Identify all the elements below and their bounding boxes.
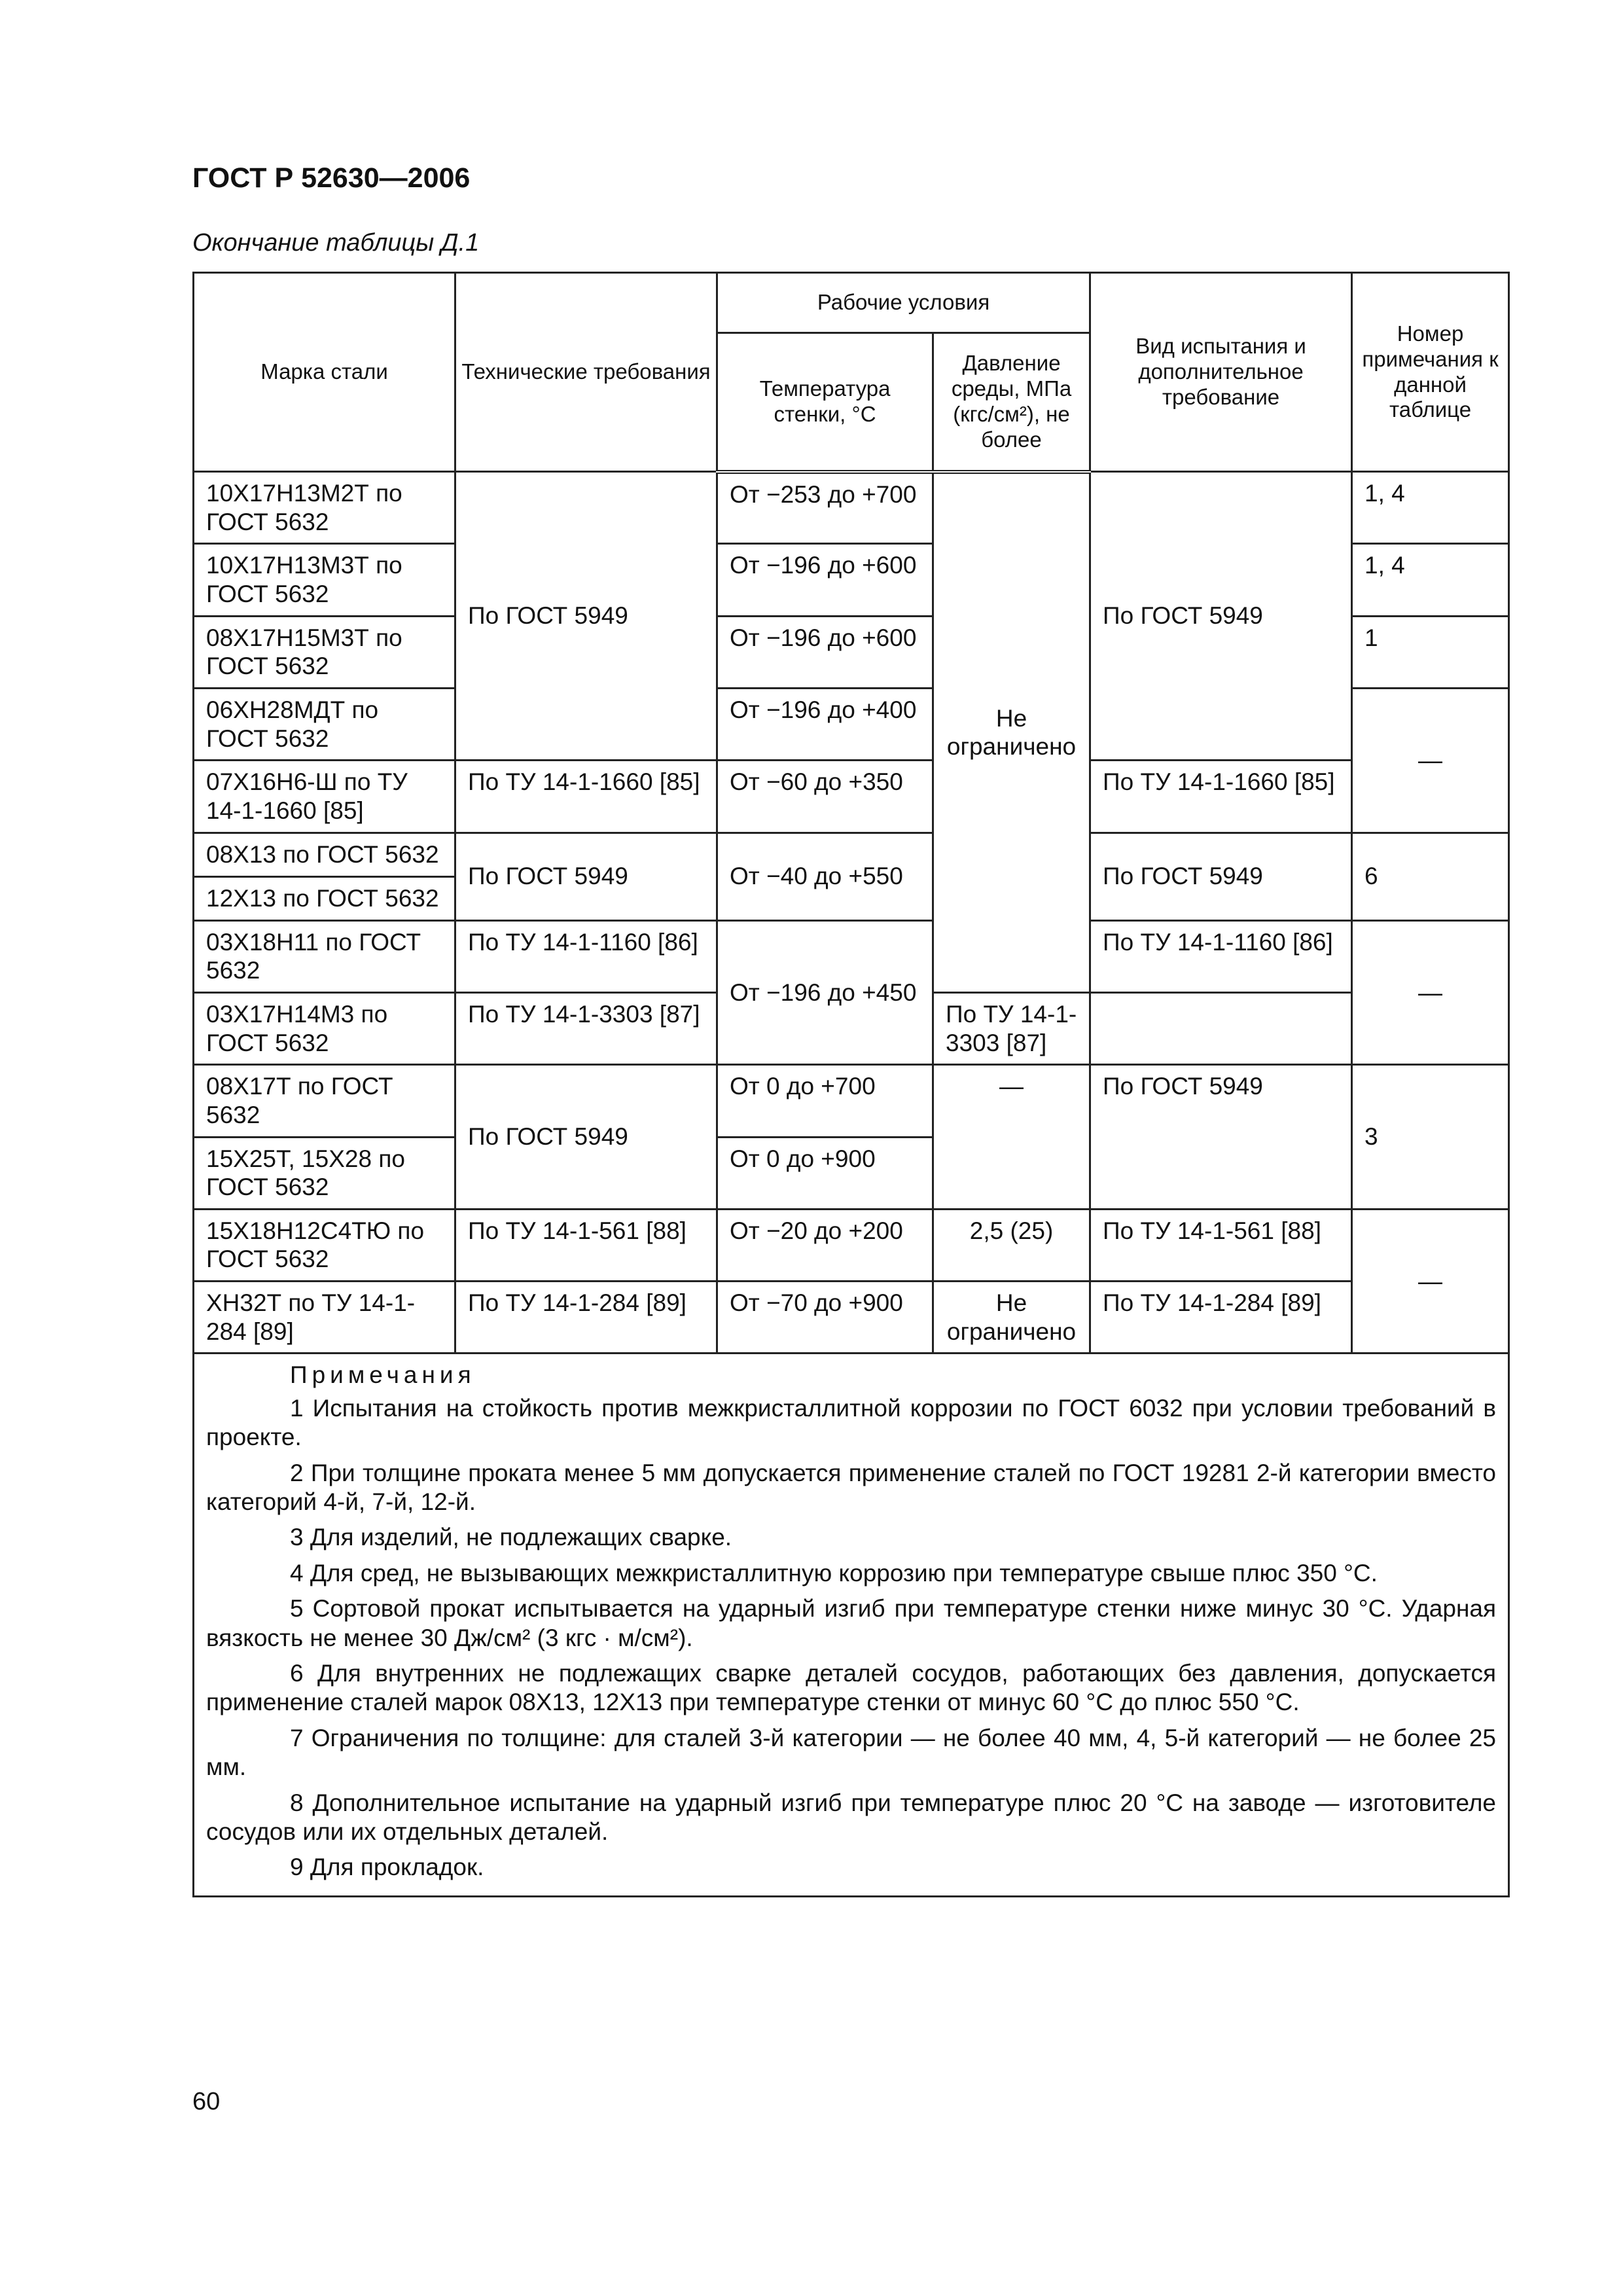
steel-cell: 08Х13 по ГОСТ 5632 — [194, 833, 455, 876]
temp-cell: От −253 до +700 — [717, 472, 933, 544]
note-item: 3 Для изделий, не подлежащих сварке. — [290, 1524, 732, 1551]
steel-cell: 07Х16Н6-Ш по ТУ 14-1-1660 [85] — [194, 761, 455, 833]
steel-cell: 03Х18Н11 по ГОСТ 5632 — [194, 920, 455, 992]
note-item: 7 Ограничения по толщине: для сталей 3-й категории — не более 40 мм, 4, 5-й категорий — не более 25 мм. — [206, 1724, 1497, 1781]
note-item: 5 Сортовой прокат испытывается на ударный изгиб при температуре стенки ниже минус 30 °С. Ударная вязкость не менее 30 Дж/см² (3 кгс · м/см²). — [206, 1595, 1497, 1651]
steel-cell: 10Х17Н13М3Т по ГОСТ 5632 — [194, 544, 455, 616]
note-cell: — — [1352, 688, 1509, 833]
steel-cell: 15Х25Т, 15Х28 по ГОСТ 5632 — [194, 1137, 455, 1209]
pressure-cell: Не ограничено — [933, 1282, 1090, 1354]
table-row — [194, 833, 1509, 876]
steel-cell: 10Х17Н13М2Т по ГОСТ 5632 — [194, 472, 455, 544]
steel-cell: 03Х17Н14М3 по ГОСТ 5632 — [194, 992, 455, 1064]
note-cell: 6 — [1352, 833, 1509, 920]
notes-block — [194, 1354, 1509, 1896]
table-row — [194, 761, 1509, 833]
temp-cell: От −196 до +600 — [717, 616, 933, 688]
test-cell: По ТУ 14-1-1660 [85] — [1090, 761, 1352, 833]
test-cell: По ТУ 14-1-1160 [86] — [1090, 920, 1352, 992]
table-caption: Окончание таблицы Д.1 — [192, 229, 480, 257]
temp-cell: От −20 до +200 — [717, 1209, 933, 1281]
note-item: 4 Для сред, не вызывающих межкристаллитную коррозию при температуре свыше плюс 350 °С. — [290, 1559, 1378, 1587]
pressure-cell: Не ограничено — [933, 472, 1090, 993]
table-row — [194, 472, 1509, 544]
steel-cell: 08Х17Т по ГОСТ 5632 — [194, 1065, 455, 1137]
table-row — [194, 1282, 1509, 1354]
tech-cell: По ГОСТ 5949 — [455, 833, 717, 920]
document-header: ГОСТ Р 52630—2006 — [192, 162, 471, 194]
note-item: 9 Для прокладок. — [290, 1854, 484, 1881]
header-tech: Технические требования — [455, 273, 717, 472]
test-cell: По ТУ 14-1-561 [88] — [1090, 1209, 1352, 1281]
steel-cell: 12Х13 по ГОСТ 5632 — [194, 876, 455, 920]
test-cell: По ГОСТ 5949 — [1090, 1065, 1352, 1210]
temp-cell: От −60 до +350 — [717, 761, 933, 833]
note-item: 6 Для внутренних не подлежащих сварке деталей сосудов, работающих без давления, допускается применение сталей марок 08Х13, 12Х13 при температуре стенки от минус 60 °С до плюс 550 °С. — [206, 1659, 1497, 1716]
temp-cell: От −40 до +550 — [717, 833, 933, 920]
notes-title: Примечания — [290, 1361, 476, 1389]
pressure-cell: 2,5 (25) — [933, 1209, 1090, 1281]
steel-cell: 08Х17Н15М3Т по ГОСТ 5632 — [194, 616, 455, 688]
header-test: Вид испытания и дополнительное требование — [1090, 273, 1352, 472]
temp-cell: От −196 до +600 — [717, 544, 933, 616]
temp-cell: От −196 до +450 — [717, 920, 933, 1065]
tech-cell: По ТУ 14-1-561 [88] — [455, 1209, 717, 1281]
note-item: 8 Дополнительное испытание на ударный изгиб при температуре плюс 20 °С на заводе — изготовителе сосудов или их отдельных деталей. — [206, 1789, 1497, 1845]
table-row — [194, 1065, 1509, 1137]
tech-cell: По ТУ 14-1-284 [89] — [455, 1282, 717, 1354]
note-cell: 1, 4 — [1352, 544, 1509, 616]
table-row — [194, 920, 1509, 992]
tech-cell: По ГОСТ 5949 — [455, 1065, 717, 1210]
header-steel: Марка стали — [194, 273, 455, 472]
steel-cell: 06ХН28МДТ по ГОСТ 5632 — [194, 688, 455, 760]
note-cell: 1, 4 — [1352, 472, 1509, 544]
tech-cell: По ГОСТ 5949 — [455, 472, 717, 761]
note-cell: 3 — [1352, 1065, 1509, 1210]
note-cell: — — [1352, 1209, 1509, 1354]
test-cell: По ТУ 14-1-284 [89] — [1090, 1282, 1352, 1354]
table-row — [194, 1209, 1509, 1281]
page-number: 60 — [192, 2088, 221, 2115]
note-cell: — — [1352, 920, 1509, 1065]
note-item: 1 Испытания на стойкость против межкристаллитной коррозии по ГОСТ 6032 при условии требований в проекте. — [206, 1394, 1497, 1451]
header-work: Рабочие условия — [717, 273, 1090, 333]
tech-cell: По ТУ 14-1-1160 [86] — [455, 920, 717, 992]
temp-cell: От 0 до +700 — [717, 1065, 933, 1137]
header-temp: Температура стенки, °С — [717, 333, 933, 472]
temp-cell: От −70 до +900 — [717, 1282, 933, 1354]
steel-table — [192, 272, 1510, 1897]
header-pressure: Давление среды, МПа (кгс/см²), не более — [933, 333, 1090, 472]
test-cell: По ГОСТ 5949 — [1090, 472, 1352, 761]
pressure-cell: — — [933, 1065, 1090, 1210]
test-cell: По ТУ 14-1-3303 [87] — [933, 992, 1090, 1064]
temp-cell: От 0 до +900 — [717, 1137, 933, 1209]
steel-cell: 15Х18Н12С4ТЮ по ГОСТ 5632 — [194, 1209, 455, 1281]
header-note: Номер примечания к данной таблице — [1352, 273, 1509, 472]
notes-row — [194, 1354, 1509, 1896]
steel-cell: ХН32Т по ТУ 14-1-284 [89] — [194, 1282, 455, 1354]
test-cell: По ГОСТ 5949 — [1090, 833, 1352, 920]
note-cell: 1 — [1352, 616, 1509, 688]
temp-cell: От −196 до +400 — [717, 688, 933, 760]
tech-cell: По ТУ 14-1-3303 [87] — [455, 992, 717, 1064]
tech-cell: По ТУ 14-1-1660 [85] — [455, 761, 717, 833]
note-item: 2 При толщине проката менее 5 мм допускается применение сталей по ГОСТ 19281 2-й категории вместо категорий 4-й, 7-й, 12-й. — [206, 1459, 1497, 1515]
